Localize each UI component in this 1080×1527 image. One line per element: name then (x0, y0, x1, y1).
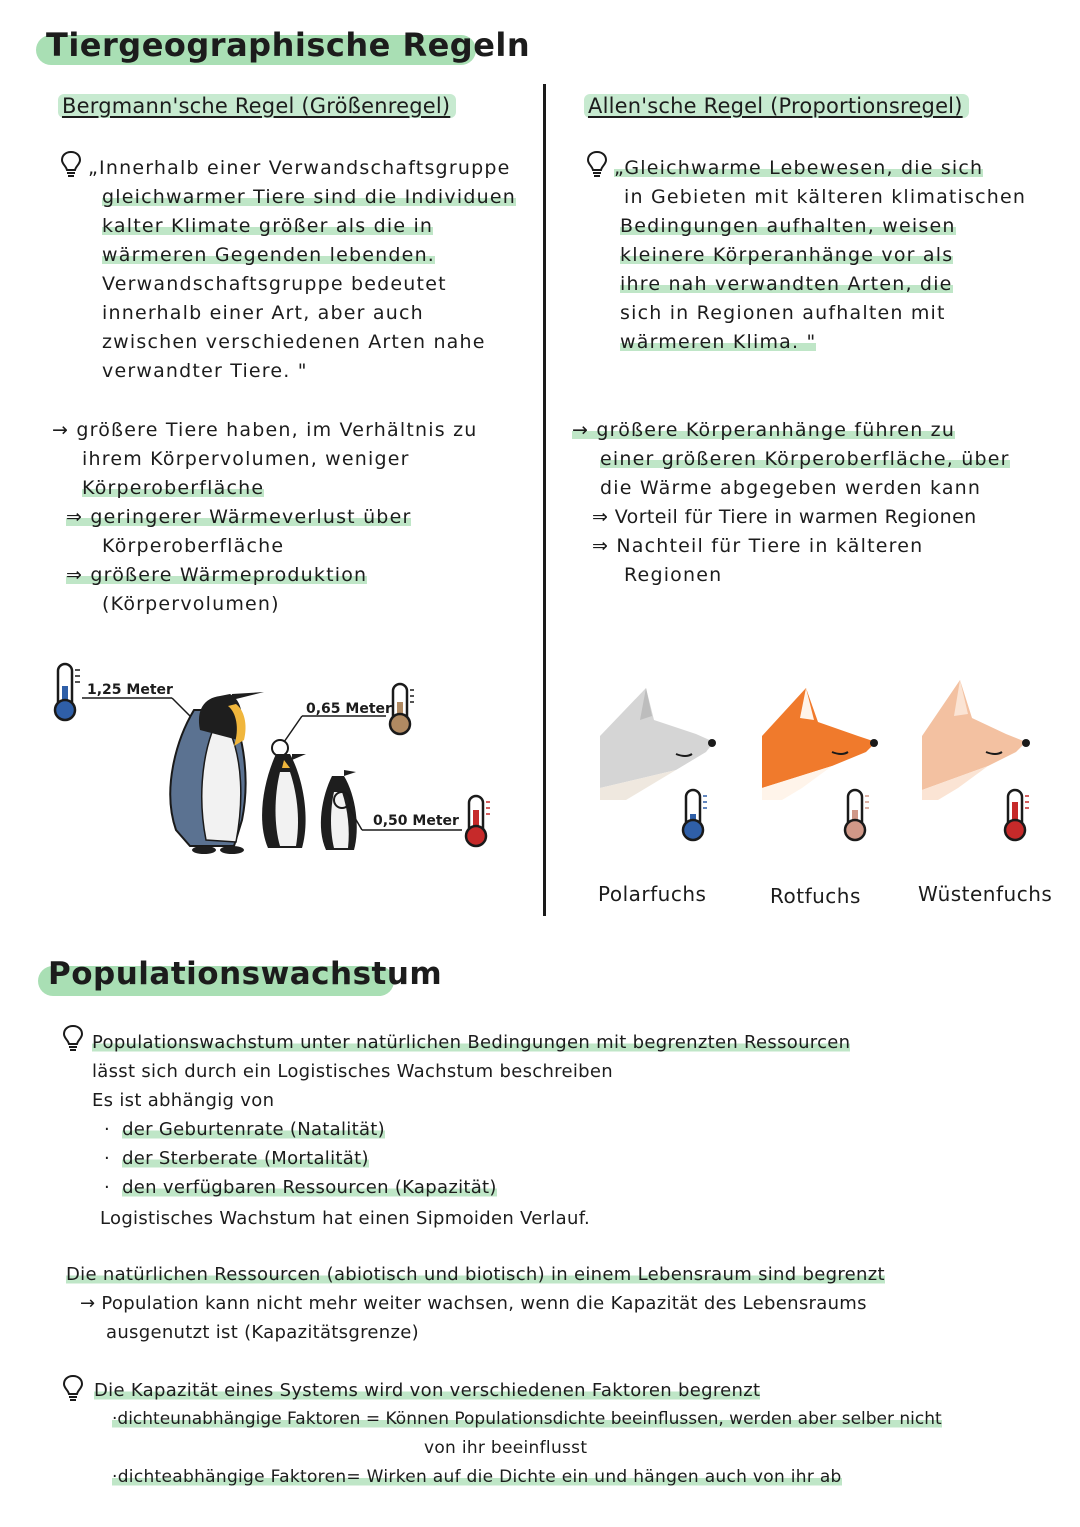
allen-quote (614, 154, 1026, 357)
intro-line: Populationswachstum unter natürlichen Bedingungen mit begrenzten Ressourcen (92, 1032, 851, 1053)
thermometer-mid-icon (845, 790, 869, 840)
allen-consequences (572, 416, 1010, 590)
quote-line: wärmeren Klima. " (620, 331, 817, 353)
sigmoid-line: Logistisches Wachstum hat einen Sipmoiden Verlauf. (100, 1208, 591, 1229)
column-divider (543, 84, 546, 916)
intro-line: Es ist abhängig von (92, 1090, 275, 1111)
arrow-line: → größere Tiere haben, im Verhältnis zu (52, 419, 478, 441)
red-fox-head (762, 688, 878, 800)
arrow-line: → größere Körperanhänge führen zu (572, 419, 956, 441)
population-intro (92, 1028, 850, 1115)
arrow-line: Körperoberfläche (82, 477, 265, 499)
arrow-line: ⇒ größere Wärmeproduktion (66, 564, 368, 586)
quote-line: „Gleichwarme Lebewesen, die sich (614, 157, 984, 179)
quote-line: zwischen verschiedenen Arten nahe (102, 331, 486, 353)
section-title-population: Populationswachstum (48, 956, 443, 992)
bergmann-quote (88, 154, 516, 386)
quote-line: in Gebieten mit kälteren klimatischen (624, 186, 1027, 208)
thermometer-cold-icon (683, 790, 707, 840)
quote-line: ihre nah verwandten Arten, die (620, 273, 953, 295)
resources-line: ausgenutzt ist (Kapazitätsgrenze) (106, 1322, 419, 1343)
capacity-line: ·dichteunabhängige Faktoren = Können Populationsdichte beeinflussen, werden aber selber nicht (112, 1409, 942, 1429)
emperor-penguin (170, 692, 264, 854)
desert-fox-head (922, 680, 1030, 800)
penguin-label-small: 0,50 Meter (373, 813, 459, 829)
lightbulb-icon (60, 150, 82, 178)
bergmann-consequences (52, 416, 478, 619)
resources-line: Die natürlichen Ressourcen (abiotisch und biotisch) in einem Lebensraum sind begrenzt (66, 1264, 885, 1285)
fox-label-polar: Polarfuchs (598, 882, 707, 906)
population-factors (104, 1115, 497, 1202)
middle-penguin (262, 754, 306, 848)
resources-line: → Population kann nicht mehr weiter wachsen, wenn die Kapazität des Lebensraums (80, 1293, 867, 1314)
arrow-line: einer größeren Körperoberfläche, über (600, 448, 1010, 470)
penguin-label-medium: 0,65 Meter (306, 701, 392, 717)
fox-label-red: Rotfuchs (770, 884, 861, 908)
quote-line: gleichwarmer Tiere sind die Individuen (102, 186, 516, 208)
quote-line: kleinere Körperanhänge vor als (620, 244, 954, 266)
factor-item: · der Geburtenrate (Natalität) (104, 1119, 385, 1140)
arrow-line: die Wärme abgegeben werden kann (600, 477, 982, 499)
intro-line: lässt sich durch ein Logistisches Wachstum beschreiben (92, 1061, 613, 1082)
quote-line: verwandter Tiere. " (102, 360, 308, 382)
allen-heading: Allen'sche Regel (Proportionsregel) (584, 94, 969, 118)
capacity-line: Die Kapazität eines Systems wird von verschiedenen Faktoren begrenzt (94, 1380, 761, 1401)
arrow-line: Regionen (624, 564, 723, 586)
fox-label-desert: Wüstenfuchs (918, 882, 1053, 906)
arrow-line: ⇒ Nachteil für Tiere in kälteren (592, 535, 924, 557)
polar-fox-head (600, 688, 716, 800)
quote-line: kalter Klimate größer als die in (102, 215, 434, 237)
resources-text (66, 1260, 885, 1347)
arrow-line: (Körpervolumen) (102, 593, 280, 615)
lightbulb-icon (62, 1024, 84, 1052)
arrow-line: ⇒ Vorteil für Tiere in warmen Regionen (592, 506, 977, 528)
quote-line: wärmeren Gegenden lebenden. (102, 244, 436, 266)
arrow-line: Körperoberfläche (102, 535, 285, 557)
quote-line: Verwandschaftsgruppe bedeutet (102, 273, 447, 295)
arrow-line: ihrem Körpervolumen, weniger (82, 448, 410, 470)
capacity-line: ·dichteabhängige Faktoren= Wirken auf die Dichte ein und hängen auch von ihr ab (112, 1467, 842, 1487)
factor-item: · den verfügbaren Ressourcen (Kapazität) (104, 1177, 497, 1198)
thermometer-cold-icon (55, 664, 80, 720)
fox-illustration (596, 680, 1046, 850)
arrow-line: ⇒ geringerer Wärmeverlust über (66, 506, 412, 528)
thermometer-mid-icon (390, 684, 414, 734)
quote-line: sich in Regionen aufhalten mit (620, 302, 946, 324)
lightbulb-icon (586, 150, 608, 178)
quote-line: Bedingungen aufhalten, weisen (620, 215, 956, 237)
factor-item: · der Sterberate (Mortalität) (104, 1148, 369, 1169)
capacity-text (94, 1376, 942, 1492)
thermometer-warm-icon (1005, 790, 1029, 840)
quote-line: innerhalb einer Art, aber auch (102, 302, 424, 324)
capacity-line: von ihr beeinflusst (424, 1438, 588, 1458)
penguin-label-large: 1,25 Meter (87, 682, 173, 698)
bergmann-heading: Bergmann'sche Regel (Größenregel) (58, 94, 456, 118)
thermometer-warm-icon (466, 796, 490, 846)
page-title: Tiergeographische Regeln (46, 26, 531, 64)
small-penguin (321, 770, 357, 850)
lightbulb-icon (62, 1374, 84, 1402)
quote-line: „Innerhalb einer Verwandschaftsgruppe (88, 157, 511, 179)
